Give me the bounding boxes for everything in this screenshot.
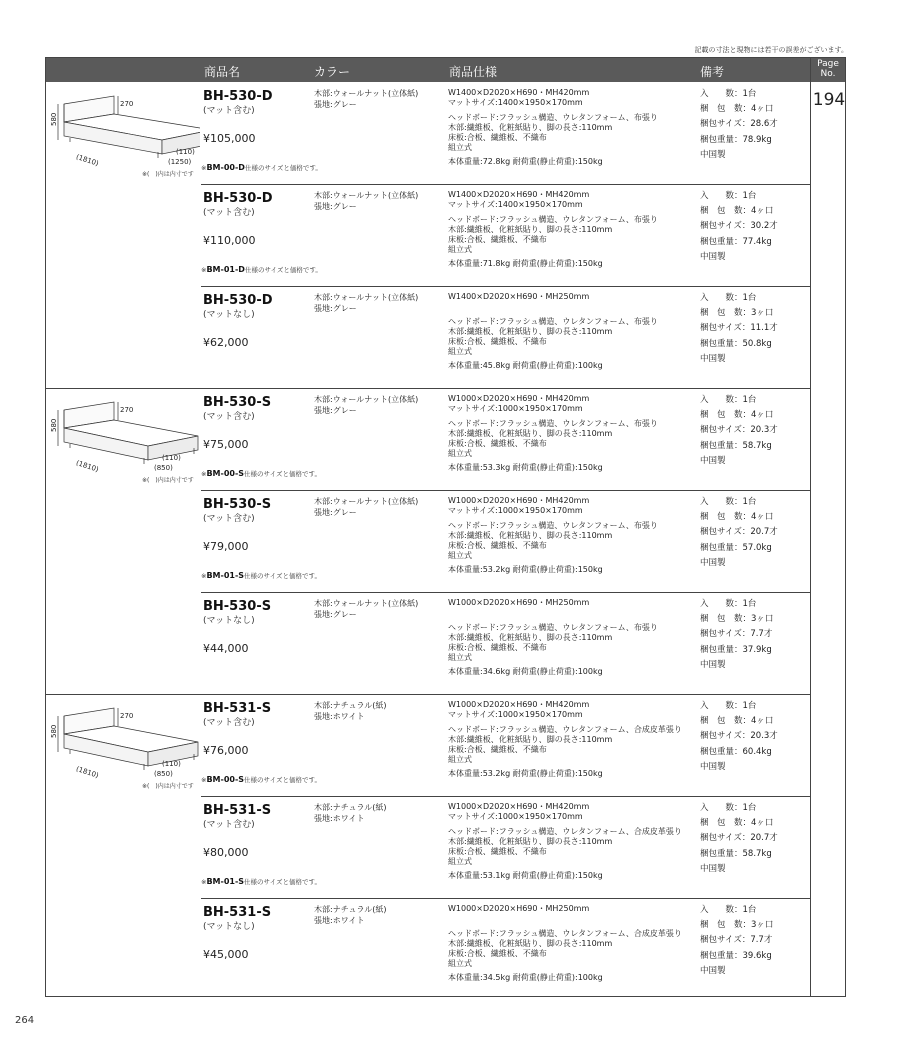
spec-mattress-size: マットサイズ:1000×1950×170mm bbox=[448, 812, 583, 821]
model-number: BH-531-S bbox=[203, 803, 272, 818]
spec-assembly: 組立式 bbox=[448, 347, 472, 356]
remark-quantity: 入 数：1台 bbox=[700, 89, 757, 99]
fabric-color: 張地:グレー bbox=[314, 406, 357, 415]
remark-package-count: 梱 包 数：4ヶ口 bbox=[700, 512, 774, 523]
mattress-code: BM-00-S bbox=[206, 469, 245, 478]
price: ¥44,000 bbox=[203, 642, 249, 655]
dim-head-label: 270 bbox=[120, 712, 134, 720]
remark-origin: 中国製 bbox=[700, 149, 726, 160]
spec-info bbox=[448, 496, 688, 574]
remark-package-count: 梱 包 数：4ヶ口 bbox=[700, 104, 774, 115]
spec-floorboard: 床板:合板、繊維板、不織布 bbox=[448, 643, 547, 652]
remarks bbox=[700, 87, 778, 163]
remark-package-weight: 梱包重量：39.6kg bbox=[700, 950, 772, 961]
dim-width-label: (850) bbox=[154, 464, 173, 472]
mattress-spec-text: 仕様のサイズと価格です。 bbox=[244, 572, 322, 580]
remark-package-weight: 梱包重量：58.7kg bbox=[700, 440, 772, 451]
mattress-code: BM-01-S bbox=[206, 571, 245, 580]
fabric-color: 張地:ホワイト bbox=[314, 814, 365, 823]
product-row bbox=[201, 286, 810, 388]
fabric-color: 張地:グレー bbox=[314, 508, 357, 517]
mattress-inclusion: (マット含む) bbox=[203, 106, 255, 116]
spec-weight: 本体重量:72.8kg 耐荷重(静止荷重):150kg bbox=[448, 157, 603, 166]
spec-weight: 本体重量:53.1kg 耐荷重(静止荷重):150kg bbox=[448, 871, 603, 880]
price: ¥110,000 bbox=[203, 234, 256, 247]
remark-package-count: 梱 包 数：3ヶ口 bbox=[700, 920, 774, 931]
wood-color: 木部:ナチュラル(紙) bbox=[314, 701, 387, 710]
header-product-name: 商品名 bbox=[204, 65, 241, 79]
spec-info bbox=[448, 598, 688, 676]
bed-illustration bbox=[46, 694, 201, 794]
price: ¥80,000 bbox=[203, 846, 249, 859]
product-row bbox=[201, 592, 810, 694]
mattress-spec-note: ※BM-01-S仕様のサイズと価格です。 bbox=[201, 877, 322, 886]
remark-package-weight: 梱包重量：37.9kg bbox=[700, 644, 772, 655]
remark-origin: 中国製 bbox=[700, 659, 726, 670]
wood-color: 木部:ウォールナット(立体紙) bbox=[314, 395, 419, 404]
product-row bbox=[201, 694, 810, 796]
page-number: 194 bbox=[812, 90, 846, 110]
spec-info bbox=[448, 88, 688, 166]
header-color: カラー bbox=[314, 65, 351, 79]
mattress-code: BM-01-S bbox=[206, 877, 245, 886]
header-spec: 商品仕様 bbox=[449, 65, 498, 79]
header-page-label: Page bbox=[817, 59, 839, 69]
remark-origin: 中国製 bbox=[700, 863, 726, 874]
dim-height-label: 580 bbox=[50, 418, 58, 432]
spec-info bbox=[448, 904, 688, 982]
spec-headboard: ヘッドボード:フラッシュ構造、ウレタンフォーム、合成皮革張り bbox=[448, 725, 682, 734]
spec-assembly: 組立式 bbox=[448, 857, 472, 866]
spec-dimensions: W1000×D2020×H690・MH420mm bbox=[448, 802, 590, 811]
spec-dimensions: W1000×D2020×H690・MH250mm bbox=[448, 598, 590, 607]
remark-package-count: 梱 包 数：3ヶ口 bbox=[700, 614, 774, 625]
price: ¥75,000 bbox=[203, 438, 249, 451]
spec-floorboard: 床板:合板、繊維板、不織布 bbox=[448, 133, 547, 142]
spec-dimensions: W1400×D2020×H690・MH420mm bbox=[448, 88, 590, 97]
header-no-label: No. bbox=[820, 69, 836, 79]
spec-info bbox=[448, 292, 688, 370]
dim-width-label: (850) bbox=[154, 770, 173, 778]
remarks bbox=[700, 495, 778, 571]
mattress-spec-note: ※BM-01-S仕様のサイズと価格です。 bbox=[201, 571, 322, 580]
spec-floorboard: 床板:合板、繊維板、不織布 bbox=[448, 235, 547, 244]
remark-package-size: 梱包サイズ：20.7才 bbox=[700, 833, 778, 844]
spec-assembly: 組立式 bbox=[448, 959, 472, 968]
spec-dimensions: W1000×D2020×H690・MH420mm bbox=[448, 496, 590, 505]
remark-package-weight: 梱包重量：58.7kg bbox=[700, 848, 772, 859]
dim-head-label: 270 bbox=[120, 100, 134, 108]
remark-quantity: 入 数：1台 bbox=[700, 293, 757, 303]
spec-headboard: ヘッドボード:フラッシュ構造、ウレタンフォーム、合成皮革張り bbox=[448, 929, 682, 938]
product-row bbox=[201, 82, 810, 184]
remark-package-weight: 梱包重量：77.4kg bbox=[700, 236, 772, 247]
remark-package-weight: 梱包重量：78.9kg bbox=[700, 134, 772, 145]
spec-headboard: ヘッドボード:フラッシュ構造、ウレタンフォーム、布張り bbox=[448, 215, 658, 224]
model-number: BH-531-S bbox=[203, 701, 272, 716]
mattress-code: BM-01-D bbox=[206, 265, 245, 274]
model-number: BH-530-S bbox=[203, 395, 272, 410]
spec-wood: 木部:繊維板、化粧紙貼り、脚の長さ:110mm bbox=[448, 327, 613, 336]
mattress-spec-text: 仕様のサイズと価格です。 bbox=[244, 878, 322, 886]
dim-width-label: (1250) bbox=[168, 158, 192, 166]
mattress-inclusion: (マットなし) bbox=[203, 616, 255, 626]
bed-illustration bbox=[46, 82, 201, 182]
spec-dimensions: W1000×D2020×H690・MH250mm bbox=[448, 904, 590, 913]
spec-floorboard: 床板:合板、繊維板、不織布 bbox=[448, 337, 547, 346]
fabric-color: 張地:グレー bbox=[314, 610, 357, 619]
wood-color: 木部:ウォールナット(立体紙) bbox=[314, 89, 419, 98]
wood-color: 木部:ナチュラル(紙) bbox=[314, 905, 387, 914]
remark-quantity: 入 数：1台 bbox=[700, 701, 757, 711]
price: ¥45,000 bbox=[203, 948, 249, 961]
spec-dimensions: W1400×D2020×H690・MH250mm bbox=[448, 292, 590, 301]
spec-headboard: ヘッドボード:フラッシュ構造、ウレタンフォーム、布張り bbox=[448, 521, 658, 530]
spec-info bbox=[448, 190, 688, 268]
spec-mattress-size: マットサイズ:1000×1950×170mm bbox=[448, 710, 583, 719]
remark-quantity: 入 数：1台 bbox=[700, 191, 757, 201]
remark-quantity: 入 数：1台 bbox=[700, 905, 757, 915]
color-info bbox=[314, 190, 418, 212]
remark-origin: 中国製 bbox=[700, 761, 726, 772]
spec-assembly: 組立式 bbox=[448, 755, 472, 764]
mattress-inclusion: (マット含む) bbox=[203, 820, 255, 830]
remark-origin: 中国製 bbox=[700, 353, 726, 364]
dim-leg-label: (110) bbox=[162, 760, 181, 768]
dim-head-label: 270 bbox=[120, 406, 134, 414]
spec-assembly: 組立式 bbox=[448, 245, 472, 254]
spec-wood: 木部:繊維板、化粧紙貼り、脚の長さ:110mm bbox=[448, 735, 613, 744]
remark-package-weight: 梱包重量：50.8kg bbox=[700, 338, 772, 349]
spec-assembly: 組立式 bbox=[448, 143, 472, 152]
spec-dimensions: W1400×D2020×H690・MH420mm bbox=[448, 190, 590, 199]
page-column-divider bbox=[810, 58, 811, 996]
spec-weight: 本体重量:53.2kg 耐荷重(静止荷重):150kg bbox=[448, 769, 603, 778]
spec-wood: 木部:繊維板、化粧紙貼り、脚の長さ:110mm bbox=[448, 531, 613, 540]
spec-floorboard: 床板:合板、繊維板、不織布 bbox=[448, 847, 547, 856]
color-info bbox=[314, 904, 386, 926]
color-info bbox=[314, 700, 386, 722]
spec-dimensions: W1000×D2020×H690・MH420mm bbox=[448, 394, 590, 403]
spec-headboard: ヘッドボード:フラッシュ構造、ウレタンフォーム、布張り bbox=[448, 623, 658, 632]
remark-quantity: 入 数：1台 bbox=[700, 395, 757, 405]
dim-length-label: (1810) bbox=[74, 764, 100, 780]
spec-mattress-size: マットサイズ:1400×1950×170mm bbox=[448, 200, 583, 209]
remark-package-size: 梱包サイズ：30.2才 bbox=[700, 221, 778, 232]
price: ¥62,000 bbox=[203, 336, 249, 349]
remarks bbox=[700, 291, 778, 367]
remark-package-count: 梱 包 数：4ヶ口 bbox=[700, 206, 774, 217]
mattress-spec-note: ※BM-00-S仕様のサイズと価格です。 bbox=[201, 469, 322, 478]
color-info bbox=[314, 598, 418, 620]
mattress-code: BM-00-S bbox=[206, 775, 245, 784]
spec-headboard: ヘッドボード:フラッシュ構造、ウレタンフォーム、布張り bbox=[448, 317, 658, 326]
spec-floorboard: 床板:合板、繊維板、不織布 bbox=[448, 745, 547, 754]
product-row bbox=[201, 796, 810, 898]
footer-page-number: 264 bbox=[15, 1015, 35, 1026]
dim-length-label: (1810) bbox=[74, 458, 100, 474]
remark-package-count: 梱 包 数：4ヶ口 bbox=[700, 410, 774, 421]
color-info bbox=[314, 496, 418, 518]
dim-length-label: (1810) bbox=[74, 152, 100, 168]
spec-wood: 木部:繊維板、化粧紙貼り、脚の長さ:110mm bbox=[448, 429, 613, 438]
wood-color: 木部:ウォールナット(立体紙) bbox=[314, 497, 419, 506]
spec-mattress-size: マットサイズ:1000×1950×170mm bbox=[448, 506, 583, 515]
mattress-spec-text: 仕様のサイズと価格です。 bbox=[244, 776, 322, 784]
spec-info bbox=[448, 394, 688, 472]
spec-info bbox=[448, 700, 688, 778]
spec-assembly: 組立式 bbox=[448, 653, 472, 662]
dim-leg-label: (110) bbox=[162, 454, 181, 462]
spec-wood: 木部:繊維板、化粧紙貼り、脚の長さ:110mm bbox=[448, 837, 613, 846]
color-info bbox=[314, 292, 418, 314]
remarks bbox=[700, 903, 773, 979]
spec-floorboard: 床板:合板、繊維板、不織布 bbox=[448, 541, 547, 550]
inner-dim-note: ※( )内は内寸です bbox=[142, 477, 194, 484]
bed-diagram bbox=[50, 388, 200, 488]
wood-color: 木部:ナチュラル(紙) bbox=[314, 803, 387, 812]
price: ¥105,000 bbox=[203, 132, 256, 145]
remark-package-size: 梱包サイズ：7.7才 bbox=[700, 629, 773, 640]
spec-assembly: 組立式 bbox=[448, 551, 472, 560]
remarks bbox=[700, 189, 778, 265]
fabric-color: 張地:ホワイト bbox=[314, 712, 365, 721]
bed-diagram bbox=[50, 82, 200, 182]
remark-package-size: 梱包サイズ：20.3才 bbox=[700, 425, 778, 436]
mattress-inclusion: (マット含む) bbox=[203, 208, 255, 218]
spec-headboard: ヘッドボード:フラッシュ構造、ウレタンフォーム、合成皮革張り bbox=[448, 827, 682, 836]
mattress-inclusion: (マットなし) bbox=[203, 922, 255, 932]
remark-quantity: 入 数：1台 bbox=[700, 497, 757, 507]
inner-dim-note: ※( )内は内寸です bbox=[142, 171, 194, 178]
spec-wood: 木部:繊維板、化粧紙貼り、脚の長さ:110mm bbox=[448, 939, 613, 948]
spec-wood: 木部:繊維板、化粧紙貼り、脚の長さ:110mm bbox=[448, 633, 613, 642]
spec-mattress-size: マットサイズ:1400×1950×170mm bbox=[448, 98, 583, 107]
remark-origin: 中国製 bbox=[700, 557, 726, 568]
remark-package-size: 梱包サイズ：20.3才 bbox=[700, 731, 778, 742]
color-info bbox=[314, 394, 418, 416]
bed-diagram bbox=[50, 694, 200, 794]
remark-origin: 中国製 bbox=[700, 965, 726, 976]
spec-info bbox=[448, 802, 688, 880]
remark-package-size: 梱包サイズ：11.1才 bbox=[700, 323, 778, 334]
spec-floorboard: 床板:合板、繊維板、不織布 bbox=[448, 439, 547, 448]
spec-weight: 本体重量:45.8kg 耐荷重(静止荷重):100kg bbox=[448, 361, 603, 370]
mattress-spec-text: 仕様のサイズと価格です。 bbox=[244, 266, 322, 274]
fabric-color: 張地:グレー bbox=[314, 304, 357, 313]
mattress-inclusion: (マット含む) bbox=[203, 412, 255, 422]
inner-dim-note: ※( )内は内寸です bbox=[142, 783, 194, 790]
model-number: BH-530-D bbox=[203, 89, 273, 104]
wood-color: 木部:ウォールナット(立体紙) bbox=[314, 599, 419, 608]
spec-floorboard: 床板:合板、繊維板、不織布 bbox=[448, 949, 547, 958]
mattress-spec-text: 仕様のサイズと価格です。 bbox=[244, 164, 322, 172]
mattress-code: BM-00-D bbox=[206, 163, 245, 172]
mattress-spec-note: ※BM-00-S仕様のサイズと価格です。 bbox=[201, 775, 322, 784]
mattress-spec-text: 仕様のサイズと価格です。 bbox=[244, 470, 322, 478]
dim-height-label: 580 bbox=[50, 112, 58, 126]
mattress-inclusion: (マット含む) bbox=[203, 514, 255, 524]
spec-wood: 木部:繊維板、化粧紙貼り、脚の長さ:110mm bbox=[448, 123, 613, 132]
spec-weight: 本体重量:71.8kg 耐荷重(静止荷重):150kg bbox=[448, 259, 603, 268]
spec-wood: 木部:繊維板、化粧紙貼り、脚の長さ:110mm bbox=[448, 225, 613, 234]
color-info bbox=[314, 802, 386, 824]
spec-weight: 本体重量:34.6kg 耐荷重(静止荷重):100kg bbox=[448, 667, 603, 676]
model-number: BH-531-S bbox=[203, 905, 272, 920]
wood-color: 木部:ウォールナット(立体紙) bbox=[314, 293, 419, 302]
spec-weight: 本体重量:53.2kg 耐荷重(静止荷重):150kg bbox=[448, 565, 603, 574]
remarks bbox=[700, 393, 778, 469]
product-table bbox=[45, 57, 846, 997]
product-row bbox=[201, 898, 810, 1000]
product-row bbox=[201, 184, 810, 286]
remark-package-count: 梱 包 数：4ヶ口 bbox=[700, 818, 774, 829]
fabric-color: 張地:グレー bbox=[314, 100, 357, 109]
remark-quantity: 入 数：1台 bbox=[700, 803, 757, 813]
mattress-inclusion: (マットなし) bbox=[203, 310, 255, 320]
fabric-color: 張地:ホワイト bbox=[314, 916, 365, 925]
remarks bbox=[700, 699, 778, 775]
remark-package-count: 梱 包 数：4ヶ口 bbox=[700, 716, 774, 727]
price: ¥79,000 bbox=[203, 540, 249, 553]
remark-package-weight: 梱包重量：60.4kg bbox=[700, 746, 772, 757]
spec-assembly: 組立式 bbox=[448, 449, 472, 458]
mattress-inclusion: (マット含む) bbox=[203, 718, 255, 728]
dim-leg-label: (110) bbox=[176, 148, 195, 156]
remark-origin: 中国製 bbox=[700, 251, 726, 262]
mattress-spec-note: ※BM-00-D仕様のサイズと価格です。 bbox=[201, 163, 322, 172]
spec-headboard: ヘッドボード:フラッシュ構造、ウレタンフォーム、布張り bbox=[448, 113, 658, 122]
spec-mattress-size: マットサイズ:1000×1950×170mm bbox=[448, 404, 583, 413]
remark-package-count: 梱 包 数：3ヶ口 bbox=[700, 308, 774, 319]
header-remarks: 備考 bbox=[700, 65, 725, 79]
remark-quantity: 入 数：1台 bbox=[700, 599, 757, 609]
remark-package-size: 梱包サイズ：7.7才 bbox=[700, 935, 773, 946]
product-row bbox=[201, 490, 810, 592]
mattress-spec-note: ※BM-01-D仕様のサイズと価格です。 bbox=[201, 265, 322, 274]
spec-weight: 本体重量:53.3kg 耐荷重(静止荷重):150kg bbox=[448, 463, 603, 472]
remark-package-weight: 梱包重量：57.0kg bbox=[700, 542, 772, 553]
spec-weight: 本体重量:34.5kg 耐荷重(静止荷重):100kg bbox=[448, 973, 603, 982]
table-header bbox=[46, 58, 845, 82]
spec-headboard: ヘッドボード:フラッシュ構造、ウレタンフォーム、布張り bbox=[448, 419, 658, 428]
disclaimer-note: 記載の寸法と現物には若干の誤差がございます。 bbox=[694, 46, 848, 54]
model-number: BH-530-D bbox=[203, 293, 273, 308]
color-info bbox=[314, 88, 418, 110]
model-number: BH-530-S bbox=[203, 497, 272, 512]
header-page-no bbox=[811, 59, 845, 79]
dim-height-label: 580 bbox=[50, 724, 58, 738]
spec-dimensions: W1000×D2020×H690・MH420mm bbox=[448, 700, 590, 709]
remark-package-size: 梱包サイズ：28.6才 bbox=[700, 119, 778, 130]
wood-color: 木部:ウォールナット(立体紙) bbox=[314, 191, 419, 200]
product-row bbox=[201, 388, 810, 490]
remark-package-size: 梱包サイズ：20.7才 bbox=[700, 527, 778, 538]
remarks bbox=[700, 597, 773, 673]
remark-origin: 中国製 bbox=[700, 455, 726, 466]
fabric-color: 張地:グレー bbox=[314, 202, 357, 211]
price: ¥76,000 bbox=[203, 744, 249, 757]
model-number: BH-530-D bbox=[203, 191, 273, 206]
remarks bbox=[700, 801, 778, 877]
bed-illustration bbox=[46, 388, 201, 488]
model-number: BH-530-S bbox=[203, 599, 272, 614]
